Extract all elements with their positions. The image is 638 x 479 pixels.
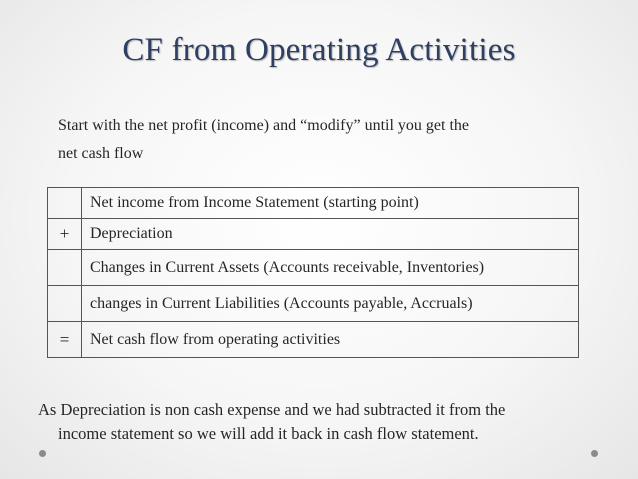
row-description: Depreciation — [82, 219, 579, 250]
intro-line-1: Start with the net profit (income) and “modify” until you get the — [58, 117, 470, 134]
row-operator: + — [48, 219, 82, 250]
row-operator: = — [48, 322, 82, 358]
intro-text — [58, 112, 598, 168]
row-description: changes in Current Liabilities (Accounts payable, Accruals) — [82, 286, 579, 322]
row-operator — [48, 286, 82, 322]
cash-flow-table — [47, 187, 579, 358]
row-description: Changes in Current Assets (Accounts receivable, Inventories) — [82, 250, 579, 286]
row-operator — [48, 188, 82, 219]
note-line-2: income statement so we will add it back in cash flow statement. — [58, 424, 479, 443]
row-operator — [48, 250, 82, 286]
decorative-dot-right — [591, 450, 598, 457]
table-row — [48, 219, 579, 250]
table-row — [48, 250, 579, 286]
note-line-1: As Depreciation is non cash expense and we had subtracted it from the — [38, 400, 506, 419]
slide-title: CF from Operating Activities — [122, 32, 516, 68]
row-description: Net cash flow from operating activities — [82, 322, 579, 358]
decorative-dot-left — [39, 450, 46, 457]
note-text — [38, 398, 613, 446]
table-row — [48, 188, 579, 219]
intro-line-2: net cash flow — [58, 145, 144, 162]
row-description: Net income from Income Statement (starting point) — [82, 188, 579, 219]
table-row — [48, 322, 579, 358]
table-row — [48, 286, 579, 322]
